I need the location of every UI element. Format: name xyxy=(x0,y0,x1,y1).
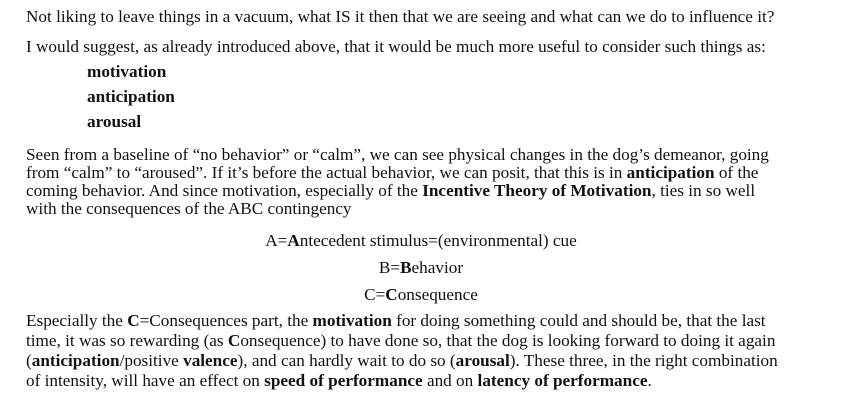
para2-line-3: (anticipation/positive valence), and can hardly wait to do so (arousal). These three, in the right combination xyxy=(26,351,778,370)
suggestion-text: I would suggest, as already introduced above, that it would be much more useful to consider such things as: xyxy=(26,37,766,56)
para1-line-1: Seen from a baseline of “no behavior” or “calm”, we can see physical changes in the dog’s demeanor, going xyxy=(26,145,769,164)
para2-line-2: time, it was so rewarding (as Consequence) to have done so, that the dog is looking forward to doing it again xyxy=(26,331,776,350)
bold-motivation: motivation xyxy=(312,311,392,330)
intro-question: Not liking to leave things in a vacuum, what IS it then that we are seeing and what can we do to influence it? xyxy=(26,7,775,26)
bold-valence: valence xyxy=(183,351,238,370)
abc-consequence: C=Consequence xyxy=(364,285,478,304)
abc-behavior: B=Behavior xyxy=(378,258,464,277)
para1-line-3: coming behavior. And since motivation, especially of the Incentive Theory of Motivation, ties in so well xyxy=(26,181,756,200)
bold-arousal: arousal xyxy=(455,351,510,370)
para2-line-1: Especially the C=Consequences part, the motivation for doing something could and should be, that the last xyxy=(26,311,766,330)
bold-anticipation: anticipation xyxy=(626,163,715,182)
para1-line-2: from “calm” to “aroused”. If it’s before the actual behavior, we can posit, that this is in anticipation of the xyxy=(26,163,759,182)
bold-speed-of-performance: speed of performance xyxy=(264,371,423,390)
bold-latency-of-performance: latency of performance xyxy=(477,371,648,390)
abc-antecedent: A=Antecedent stimulus=(environmental) cue xyxy=(265,231,577,250)
term-motivation: motivation xyxy=(87,62,167,81)
term-anticipation: anticipation xyxy=(87,87,175,106)
para2-line-4: of intensity, will have an effect on speed of performance and on latency of performance. xyxy=(26,371,652,390)
para1-line-4: with the consequences of the ABC contingency xyxy=(26,199,352,218)
bold-incentive-theory: Incentive Theory of Motivation xyxy=(422,181,652,200)
bold-anticipation-2: anticipation xyxy=(31,351,120,370)
term-arousal: arousal xyxy=(87,112,142,131)
